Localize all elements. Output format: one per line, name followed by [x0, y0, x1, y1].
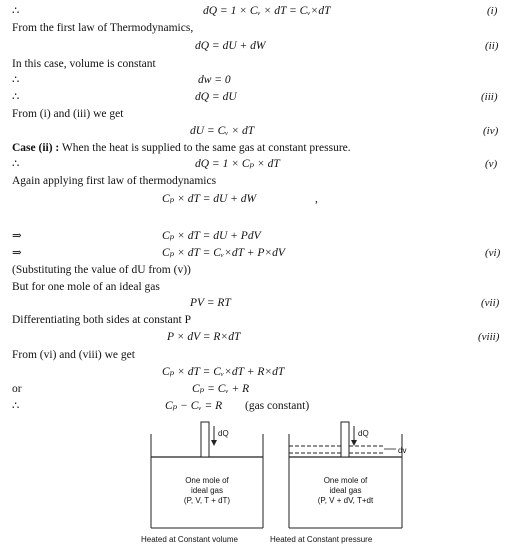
text-line: Differentiating both sides at constant P	[12, 314, 191, 326]
gas-description-left	[151, 476, 263, 506]
text-line: In this case, volume is constant	[12, 58, 156, 70]
gas-description-right	[289, 476, 402, 506]
equation-9: PV = RT	[190, 297, 231, 309]
caption-constant-pressure: Heated at Constant pressure	[270, 535, 373, 544]
therefore-symbol: ∴	[12, 74, 20, 86]
gas-text-line: (P, V, T + dT)	[183, 496, 231, 505]
equation-7: Cₚ × dT = dU + PdV	[162, 230, 261, 242]
equation-dw: dw = 0	[198, 74, 231, 86]
text-line: (Substituting the value of dU from (v))	[12, 264, 191, 276]
equation-10: P × dV = R×dT	[167, 331, 241, 343]
text-line: From (i) and (iii) we get	[12, 108, 124, 120]
equation-number-8: (viii)	[478, 331, 500, 343]
therefore-symbol: ∴	[12, 400, 20, 412]
heat-label-right: dQ	[358, 429, 369, 438]
stray-comma: ,	[315, 193, 318, 205]
text-line: But for one mole of an ideal gas	[12, 281, 160, 293]
equation-number-4: (iv)	[483, 125, 499, 137]
gas-text-line: One mole of	[185, 476, 229, 485]
equation-number-7: (vii)	[481, 297, 500, 309]
dv-label: dv	[398, 446, 407, 455]
therefore-symbol: ∴	[12, 91, 20, 103]
therefore-symbol: ∴	[12, 158, 20, 170]
constant-pressure-container	[289, 422, 402, 528]
equation-number-3: (iii)	[481, 91, 498, 103]
text-line: From (vi) and (viii) we get	[12, 349, 135, 361]
equation-5: dQ = 1 × Cₚ × dT	[195, 158, 280, 170]
equation-number-5: (v)	[485, 158, 498, 170]
equation-number-6: (vi)	[485, 247, 501, 259]
implies-symbol: ⇒	[12, 230, 22, 242]
case-text: When the heat is supplied to the same gas at constant pressure.	[59, 142, 351, 154]
equation-11: Cₚ × dT = Cᵥ×dT + R×dT	[162, 366, 285, 378]
gas-text-line: (P, V + dV, T+dt	[317, 496, 374, 505]
equation-4: dU = Cᵥ × dT	[190, 125, 255, 137]
equation-13: Cₚ − Cᵥ = R	[165, 400, 223, 412]
constant-volume-container	[151, 422, 263, 528]
equation-number-1: (i)	[487, 5, 498, 17]
equation-8: Cₚ × dT = Cᵥ×dT + P×dV	[162, 247, 285, 259]
equation-1: dQ = 1 × Cᵥ × dT = Cᵥ×dT	[203, 5, 331, 17]
caption-constant-volume: Heated at Constant volume	[141, 535, 238, 544]
equation-number-2: (ii)	[485, 40, 499, 52]
text-line: From the first law of Thermodynamics,	[12, 22, 194, 34]
equation-6: Cₚ × dT = dU + dW	[162, 193, 257, 205]
heating-diagram	[141, 420, 408, 547]
gas-text-line: One mole of	[323, 476, 368, 485]
equation-12: Cₚ = Cᵥ + R	[192, 383, 250, 395]
equation-3: dQ = dU	[195, 91, 237, 103]
case-label: Case (ii) :	[12, 142, 60, 154]
gas-text-line: ideal gas	[190, 486, 224, 495]
equation-2: dQ = dU + dW	[195, 40, 266, 52]
therefore-symbol: ∴	[12, 5, 20, 17]
heat-label-left: dQ	[218, 429, 229, 438]
implies-symbol: ⇒	[12, 247, 22, 259]
gas-text-line: ideal gas	[329, 486, 362, 495]
or-label: or	[12, 383, 22, 395]
gas-constant-note: (gas constant)	[245, 400, 310, 412]
text-line: Again applying first law of thermodynamics	[12, 175, 217, 187]
case-heading	[12, 142, 351, 155]
